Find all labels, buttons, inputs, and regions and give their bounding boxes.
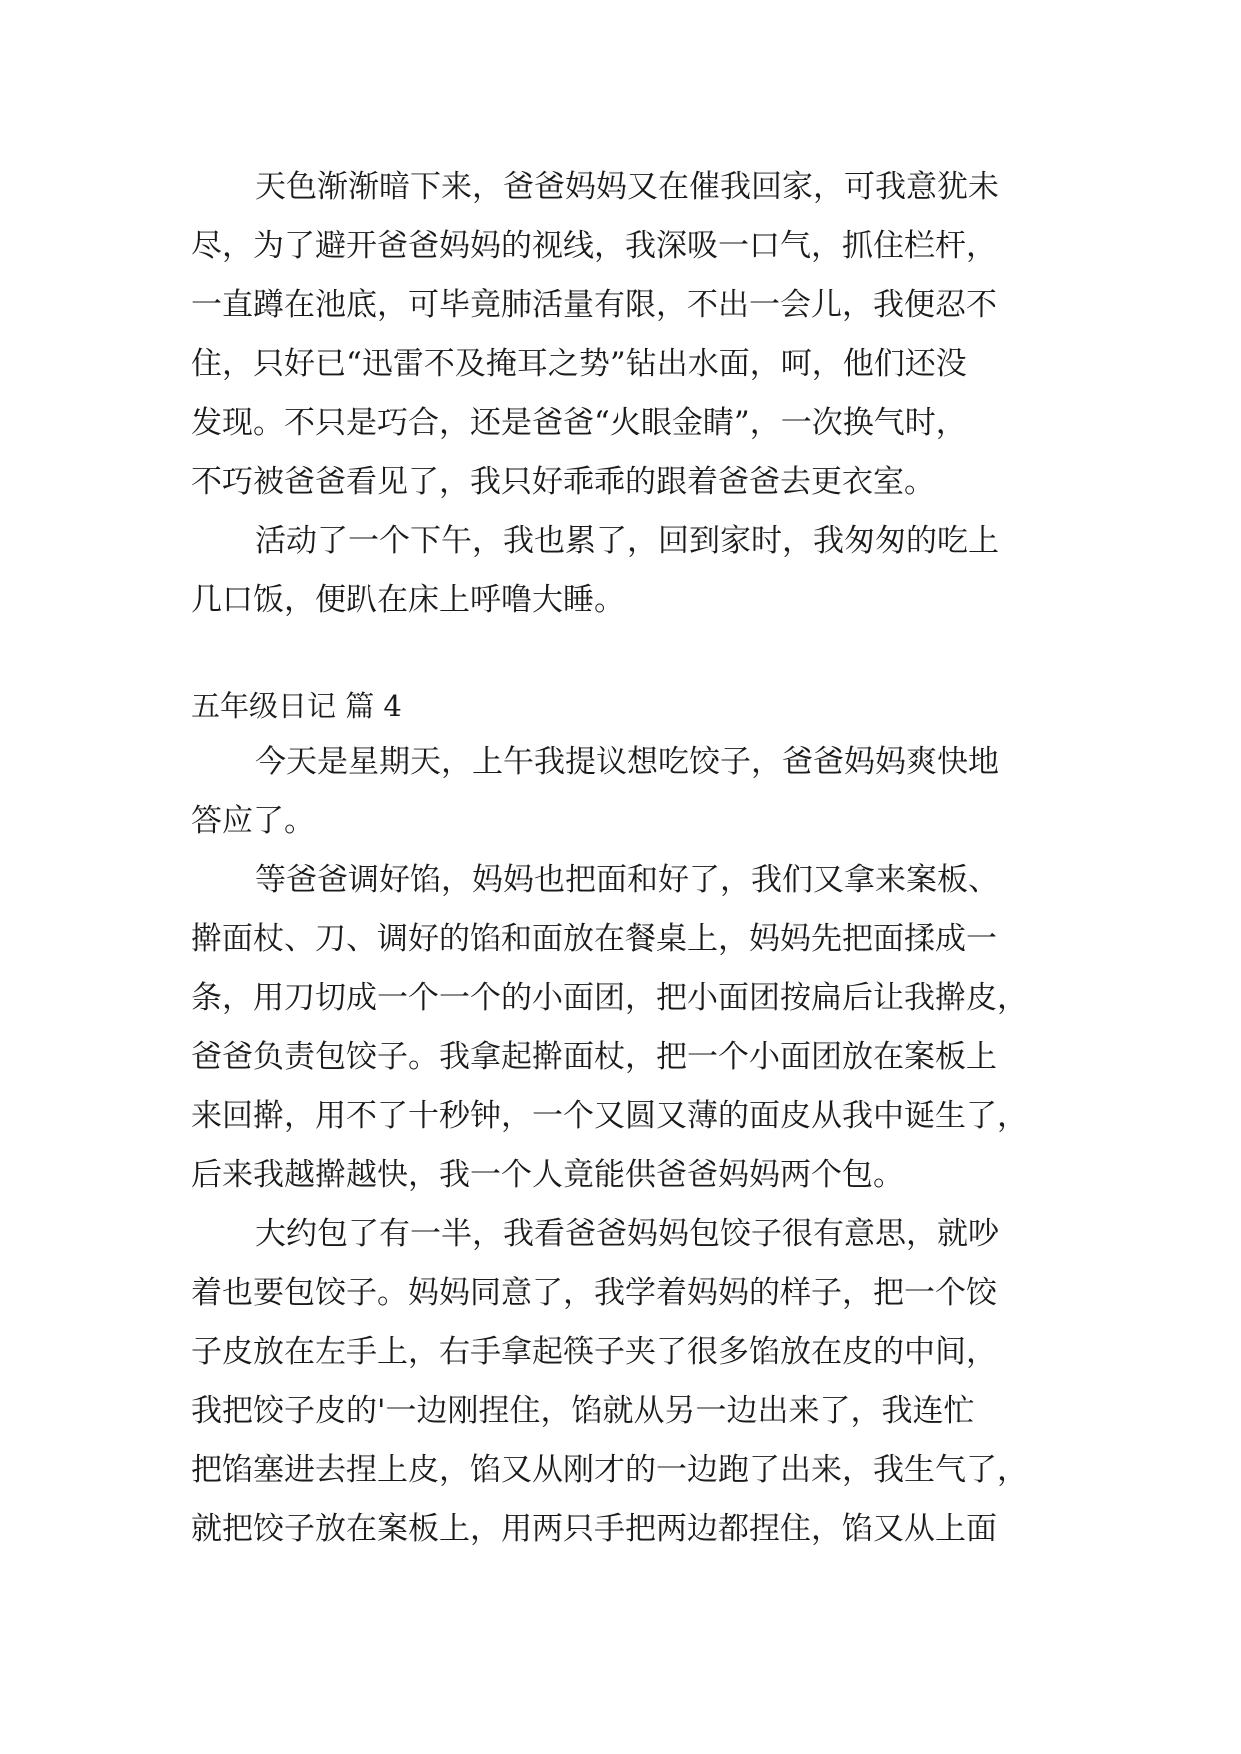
paragraph-line: 着也要包饺子。妈妈同意了，我学着妈妈的样子，把一个饺: [191, 1275, 997, 1311]
paragraph-line: 活动了一个下午，我也累了，回到家时，我匆匆的吃上: [255, 523, 999, 559]
paragraph-line: 爸爸负责包饺子。我拿起擀面杖，把一个小面团放在案板上: [191, 1039, 997, 1075]
paragraph-line: 不巧被爸爸看见了，我只好乖乖的跟着爸爸去更衣室。: [191, 464, 935, 500]
paragraph-line: 答应了。: [191, 803, 315, 839]
paragraph-line: 就把饺子放在案板上，用两只手把两边都捏住，馅又从上面: [191, 1511, 997, 1547]
paragraph-line: 把馅塞进去捏上皮，馅又从刚才的一边跑了出来，我生气了，: [191, 1452, 1028, 1488]
paragraph-line: 来回擀，用不了十秒钟，一个又圆又薄的面皮从我中诞生了，: [191, 1098, 1028, 1134]
paragraph-line: 住，只好已“迅雷不及掩耳之势”钻出水面，呵，他们还没: [191, 346, 967, 382]
paragraph-line: 天色渐渐暗下来，爸爸妈妈又在催我回家，可我意犹未: [255, 169, 999, 205]
paragraph-line: 等爸爸调好馅，妈妈也把面和好了，我们又拿来案板、: [255, 862, 999, 898]
paragraph-line: 条，用刀切成一个一个的小面团，把小面团按扁后让我擀皮，: [191, 980, 1028, 1016]
paragraph-line: 子皮放在左手上，右手拿起筷子夹了很多馅放在皮的中间，: [191, 1334, 997, 1370]
paragraph-line: 尽，为了避开爸爸妈妈的视线，我深吸一口气，抓住栏杆，: [191, 228, 997, 264]
paragraph-line: 今天是星期天，上午我提议想吃饺子，爸爸妈妈爽快地: [255, 744, 999, 780]
paragraph-line: 后来我越擀越快，我一个人竟能供爸爸妈妈两个包。: [191, 1157, 904, 1193]
paragraph-line: 大约包了有一半，我看爸爸妈妈包饺子很有意思，就吵: [255, 1216, 999, 1252]
paragraph-line: 我把饺子皮的'一边刚捏住，馅就从另一边出来了，我连忙: [191, 1393, 975, 1429]
section-heading: 五年级日记 篇 4: [191, 689, 402, 723]
paragraph-line: 发现。不只是巧合，还是爸爸“火眼金睛”，一次换气时，: [191, 405, 967, 441]
paragraph-line: 擀面杖、刀、调好的馅和面放在餐桌上，妈妈先把面揉成一: [191, 921, 997, 957]
paragraph-line: 一直蹲在池底，可毕竟肺活量有限，不出一会儿，我便忍不: [191, 287, 997, 323]
paragraph-line: 几口饭，便趴在床上呼噜大睡。: [191, 582, 625, 618]
section-2-text: [191, 733, 1061, 1559]
section-1-text: [191, 158, 1061, 630]
